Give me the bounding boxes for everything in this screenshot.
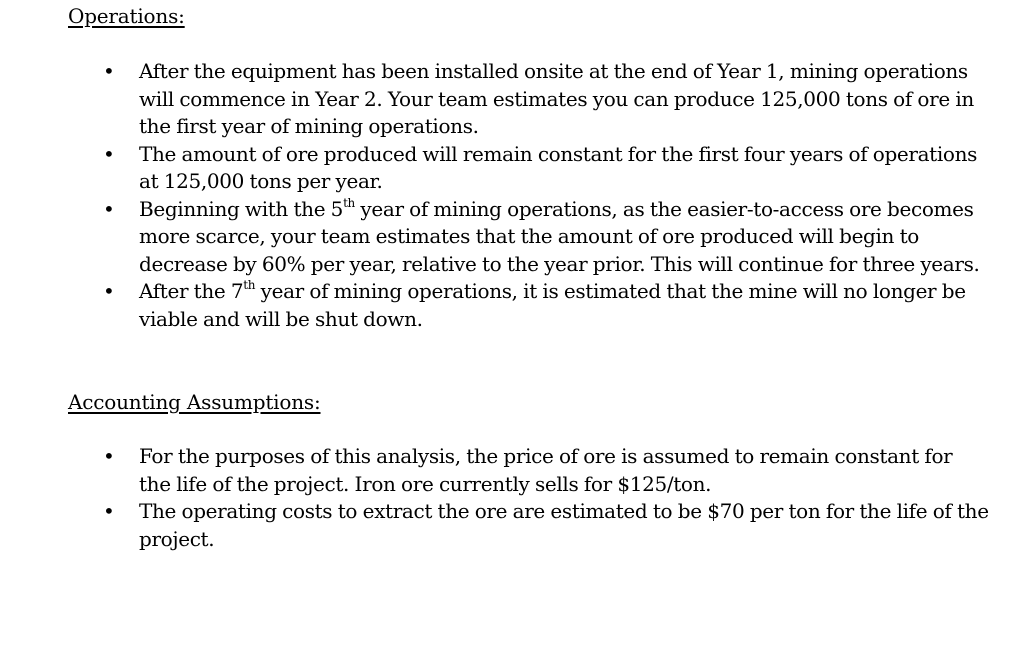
operations-bullet-2-text: The amount of ore produced will remain constant for the first four years of operations at 125,000 tons per year. [139, 141, 978, 193]
accounting-heading: Accounting Assumptions: [68, 390, 321, 414]
operations-heading: Operations: [68, 4, 185, 28]
operations-bullet-4-text-start: After the 7 [139, 279, 244, 303]
operations-bullet-1-text: After the equipment has been installed onsite at the end of Year 1, mining operations will commence in Year 2. Your team estimates you can produce 125,000 tons of ore in the first year of mining operations. [139, 59, 974, 138]
operations-bullet-3-text-end: year of mining operations, as the easier-to-access ore becomes more scarce, your team estimates that the amount of ore produced will begin to decrease by 60% per year, relative to the year prior. This will continue for three years. [139, 196, 980, 276]
operations-bullet-3-text-start: Beginning with the 5 [139, 196, 344, 221]
bullet-icon: • [103, 499, 115, 523]
list-item [0, 141, 989, 196]
bullet-icon: • [103, 279, 115, 303]
operations-bullet-4-text-end: year of mining operations, it is estimated that the mine will no longer be viable and will be shut down. [139, 279, 966, 331]
list-item [0, 196, 989, 279]
accounting-list [0, 443, 1024, 553]
list-item [0, 498, 989, 553]
list-item [0, 58, 989, 141]
bullet-icon: • [103, 141, 115, 166]
bullet-icon: • [103, 59, 115, 83]
list-item [0, 278, 989, 333]
accounting-bullet-2-text: The operating costs to extract the ore are estimated to be $70 per ton for the life of the project. [139, 499, 989, 551]
list-item [0, 443, 989, 498]
bullet-icon: • [103, 444, 115, 468]
ordinal-suffix: th [343, 195, 355, 210]
operations-list [0, 58, 1024, 333]
ordinal-suffix: th [243, 278, 256, 292]
accounting-bullet-1-text: For the purposes of this analysis, the price of ore is assumed to remain constant for the life of the project. Iron ore currently sells for $125/ton. [139, 444, 953, 496]
bullet-icon: • [103, 196, 115, 221]
